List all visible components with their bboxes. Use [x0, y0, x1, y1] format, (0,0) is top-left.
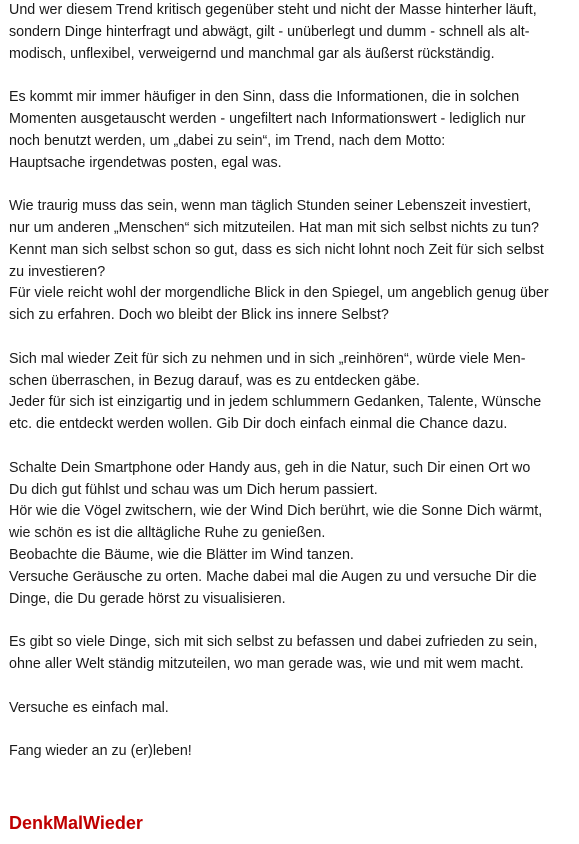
paragraph-so-many-things: [9, 632, 575, 676]
paragraph-trend-critics: [9, 0, 575, 65]
text-line: etc. die entdeckt werden wollen. Gib Dir doch einfach einmal die Chance dazu.: [9, 416, 508, 433]
text-line: Jeder für sich ist einzigartig und in jedem schlummern Gedanken, Talente, Wünsche: [9, 394, 542, 411]
paragraph-lifetime-invested: [9, 196, 575, 327]
text-line: sich zu erfahren. Doch wo bleibt der Blick ins innere Selbst?: [9, 307, 389, 324]
text-line: Für viele reicht wohl der morgendliche Blick in den Spiegel, um angeblich genug über: [9, 285, 549, 302]
text-line: Momenten ausgetauscht werden - ungefiltert nach Informationswert - lediglich nur: [9, 110, 526, 127]
text-line: noch benutzt werden, um „dabei zu sein“, im Trend, nach dem Motto:: [9, 132, 446, 149]
text-line: nur um anderen „Menschen“ sich mitzuteilen. Hat man mit sich selbst nichts zu tun?: [9, 219, 540, 236]
paragraph-spacer: [9, 719, 575, 741]
text-line: schen überraschen, in Bezug darauf, was es zu entdecken gäbe.: [9, 372, 420, 389]
text-line: Versuche Geräusche zu orten. Mache dabei mal die Augen zu und versuche Dir die: [9, 568, 537, 585]
text-line: ohne aller Welt ständig mitzuteilen, wo man gerade was, wie und mit wem macht.: [9, 655, 524, 672]
text-line: Versuche es einfach mal.: [9, 699, 169, 716]
paragraph-spacer: [9, 65, 575, 87]
text-line: Hauptsache irgendetwas posten, egal was.: [9, 154, 282, 171]
text-line: modisch, unflexibel, verweigernd und manchmal gar als äußerst rückständig.: [9, 45, 495, 62]
text-line: Fang wieder an zu (er)leben!: [9, 743, 192, 760]
paragraph-information-exchange: [9, 87, 575, 174]
text-line: Beobachte die Bäume, wie die Blätter im Wind tanzen.: [9, 546, 354, 563]
paragraph-spacer: [9, 436, 575, 458]
text-line: Wie traurig muss das sein, wenn man täglich Stunden seiner Lebenszeit investiert,: [9, 198, 532, 215]
text-line: Schalte Dein Smartphone oder Handy aus, geh in die Natur, such Dir einen Ort wo: [9, 459, 531, 476]
text-line: Und wer diesem Trend kritisch gegenüber steht und nicht der Masse hinterher läuft,: [9, 2, 537, 18]
text-line: Kennt man sich selbst schon so gut, dass es sich nicht lohnt noch Zeit für sich selbst: [9, 241, 544, 258]
text-line: wie schön es ist die alltägliche Ruhe zu genießen.: [9, 525, 326, 542]
author-signature: DenkMalWieder: [9, 813, 143, 833]
text-line: Es gibt so viele Dinge, sich mit sich selbst zu befassen und dabei zufrieden zu sein,: [9, 634, 538, 651]
paragraph-spacer: [9, 327, 575, 349]
text-line: Du dich gut fühlst und schau was um Dich herum passiert.: [9, 481, 378, 498]
paragraph-just-try: [9, 698, 575, 720]
text-line: sondern Dinge hinterfragt und abwägt, gilt - unüberlegt und dumm - schnell als alt-: [9, 23, 530, 40]
paragraph-listen-inside: [9, 349, 575, 436]
paragraph-spacer: [9, 174, 575, 196]
text-line: Sich mal wieder Zeit für sich zu nehmen und in sich „reinhören“, würde viele Men-: [9, 350, 526, 367]
text-line: Dinge, die Du gerade hörst zu visualisieren.: [9, 590, 286, 607]
paragraph-start-living: [9, 741, 575, 763]
text-line: Hör wie die Vögel zwitschern, wie der Wind Dich berührt, wie die Sonne Dich wärmt,: [9, 503, 543, 520]
paragraph-go-into-nature: [9, 458, 575, 611]
text-line: zu investieren?: [9, 263, 106, 280]
paragraph-spacer: [9, 610, 575, 632]
paragraph-spacer: [9, 676, 575, 698]
text-line: Es kommt mir immer häufiger in den Sinn, dass die Informationen, die in solchen: [9, 89, 520, 106]
article-body: [9, 0, 575, 763]
